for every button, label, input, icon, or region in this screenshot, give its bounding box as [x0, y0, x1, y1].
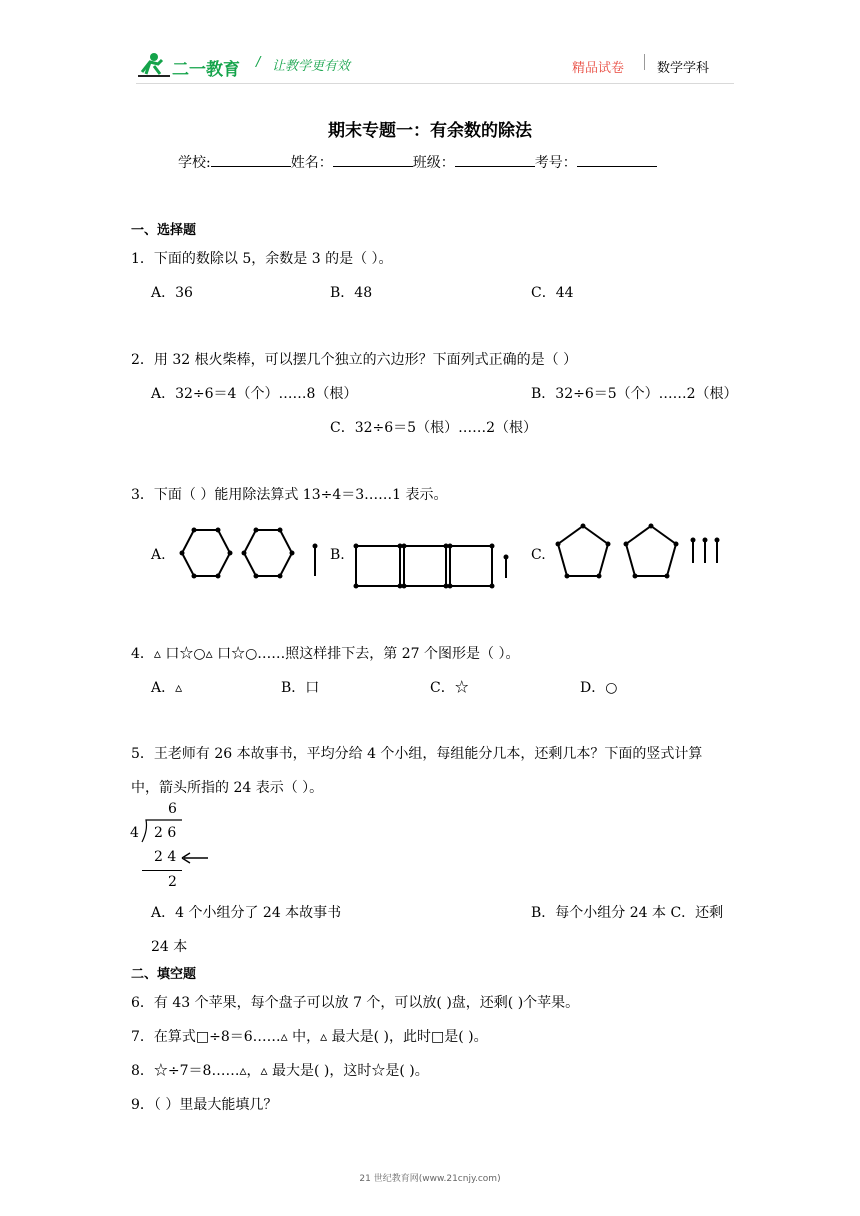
header-rule [136, 83, 734, 84]
q2-stem: 2．用 32 根火柴棒，可以摆几个独立的六边形？下面列式正确的是（ ） [131, 352, 578, 368]
divisor: 4 [130, 825, 139, 841]
hexagon-1-dots [180, 528, 233, 579]
logo-text: 二一教育 [172, 60, 240, 80]
q3-option-c[interactable]: C. [531, 547, 546, 563]
remainder: 2 [168, 874, 177, 890]
class-label: 班级： [412, 155, 455, 171]
school-label: 学校: [178, 155, 211, 171]
q1-option-b[interactable]: B．48 [330, 285, 373, 301]
hexagon-2 [244, 530, 292, 576]
quotient: 6 [168, 801, 177, 817]
header-divider [644, 54, 645, 70]
match-sticks [693, 542, 717, 563]
q3-figure-c [552, 521, 722, 583]
q1-option-a[interactable]: A．36 [151, 285, 193, 301]
q8-text: 8．☆÷7＝8……▵，▵ 最大是( )，这时☆是( )。 [131, 1063, 429, 1079]
q3-stem: 3．下面（ ）能用除法算式 13÷4＝3……1 表示。 [131, 487, 448, 503]
exam-no-blank[interactable] [577, 154, 657, 167]
q1-stem: 1．下面的数除以 5，余数是 3 的是（ ）。 [131, 251, 393, 267]
name-blank[interactable] [333, 154, 413, 167]
q9-text: 9．（ ）里最大能填几？ [131, 1097, 278, 1113]
q4-option-b[interactable]: B．口 [281, 680, 320, 696]
subject-label: 数学学科 [657, 61, 710, 76]
q5-stem-line1: 5．王老师有 26 本故事书，平均分给 4 个小组，每组能分几本，还剩几本？下面的竖式计算 [131, 746, 703, 762]
section-fill-title: 二、填空题 [131, 967, 197, 982]
q4-option-c[interactable]: C．☆ [430, 680, 469, 696]
arrow-left-icon [180, 851, 210, 865]
long-division [128, 800, 228, 892]
q2-option-a[interactable]: A．32÷6＝4（个）……8（根） [151, 386, 358, 402]
q6-text: 6．有 43 个苹果，每个盘子可以放 7 个，可以放( )盘，还剩( )个苹果。 [131, 995, 580, 1011]
q3-option-a[interactable]: A. [151, 547, 166, 563]
page-footer: 21 世纪教育网(www.21cnjy.com) [359, 1174, 501, 1184]
q2-option-b[interactable]: B．32÷6＝5（个）……2（根） [531, 386, 738, 402]
q5-option-a[interactable]: A．4 个小组分了 24 本故事书 [151, 905, 342, 921]
q7-text: 7．在算式□÷8＝6……▵ 中，▵ 最大是( )，此时□是( )。 [131, 1029, 488, 1045]
hexagon-2-dots [242, 528, 295, 579]
three-squares [356, 546, 492, 586]
q4-stem: 4．▵ 口☆○▵ 口☆○……照这样排下去，第 27 个图形是（ ）。 [131, 646, 520, 662]
q5-option-b[interactable]: B．每个小组分 24 本 C．还剩 [531, 905, 724, 921]
q4-option-d[interactable]: D．○ [580, 680, 618, 696]
q1-option-c[interactable]: C．44 [531, 285, 574, 301]
q5-stem-line2: 中，箭头所指的 24 表示（ ）。 [131, 780, 324, 796]
page-title: 期末专题一：有余数的除法 [328, 121, 532, 141]
section-choice-title: 一、选择题 [131, 223, 197, 238]
q3-figure-b [352, 540, 512, 592]
exam-no-label: 考号： [534, 155, 577, 171]
pentagons [558, 526, 676, 576]
product: 2 4 [154, 849, 177, 865]
q2-option-c[interactable]: C．32÷6＝5（根）……2（根） [330, 420, 537, 436]
subtraction-line [142, 870, 182, 871]
school-blank[interactable] [211, 154, 291, 167]
q3-option-b[interactable]: B. [330, 547, 345, 563]
name-label: 姓名： [290, 155, 333, 171]
class-blank[interactable] [455, 154, 535, 167]
slogan: 让教学更有效 [272, 59, 351, 74]
logo [136, 50, 244, 80]
student-info [178, 152, 657, 172]
brand-tag: 精品试卷 [572, 61, 625, 76]
dividend: 2 6 [154, 825, 177, 841]
hexagon-1 [182, 530, 230, 576]
q3-figure-a [174, 526, 324, 584]
q4-option-a[interactable]: A．▵ [151, 680, 183, 696]
q5-option-c-continued[interactable]: 24 本 [151, 939, 188, 955]
slogan-separator: / [256, 55, 261, 70]
